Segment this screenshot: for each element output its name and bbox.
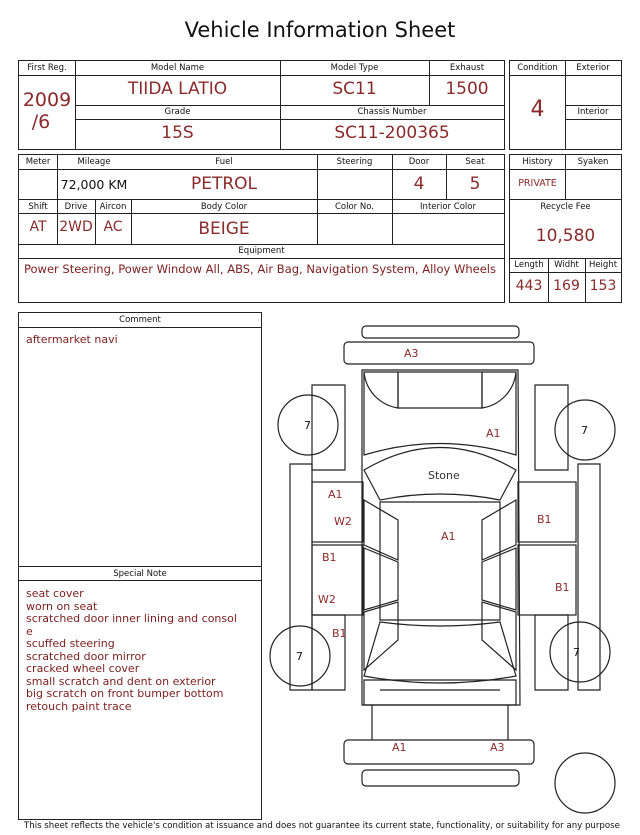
special-note-list <box>26 588 260 713</box>
equipment-label: Equipment <box>238 246 285 256</box>
grade-label: Grade <box>164 107 191 117</box>
door-value: 4 <box>413 174 425 194</box>
chassis-value: SC11-200365 <box>334 123 450 143</box>
trunk <box>364 680 516 705</box>
special-note-item: small scratch and dent on exterior <box>26 674 216 688</box>
shift-value: AT <box>29 219 47 235</box>
wheel-fr-mark: 7 <box>581 424 588 437</box>
right-sill <box>578 464 600 690</box>
grille <box>398 372 482 408</box>
rear-right-door <box>518 545 576 615</box>
comment-text: aftermarket navi <box>26 333 118 346</box>
first-reg-year: 2009 <box>22 89 72 111</box>
mileage-label: Mileage <box>77 157 111 167</box>
seat-value: 5 <box>469 174 481 194</box>
comment-panel <box>18 312 262 820</box>
history-value: PRIVATE <box>518 178 557 189</box>
drive-label: Drive <box>64 202 88 212</box>
door-label: Door <box>408 157 430 167</box>
recycle-fee-label: Recycle Fee <box>540 202 591 212</box>
mark-b1-right-bottom: B1 <box>555 581 570 594</box>
body-color-label: Body Color <box>200 202 248 212</box>
first-reg-month: /6 <box>31 111 51 133</box>
body-color-value: BEIGE <box>198 219 250 239</box>
syaken-label: Syaken <box>577 157 609 167</box>
mark-b1-right-top: B1 <box>537 513 552 526</box>
front-right-door <box>518 482 576 542</box>
equipment-value: Power Steering, Power Window All, ABS, Air Bag, Navigation System, Alloy Wheels <box>24 262 496 276</box>
special-note-item: scuffed steering <box>26 637 115 650</box>
rear-window <box>364 622 516 683</box>
interior-color-label: Interior Color <box>420 202 476 212</box>
right-front-window <box>482 500 516 560</box>
identity-block <box>18 60 505 150</box>
special-note-label: Special Note <box>113 569 167 579</box>
exhaust-label: Exhaust <box>449 63 485 73</box>
exhaust-value: 1500 <box>445 79 489 99</box>
length-value: 443 <box>515 278 543 294</box>
trunk-lines <box>372 690 508 740</box>
rear-bumper-bottom <box>362 770 519 786</box>
special-note-item: worn on seat <box>26 599 98 613</box>
aircon-value: AC <box>103 219 123 235</box>
chassis-label: Chassis Number <box>357 107 427 117</box>
front-right-fender <box>535 385 568 470</box>
disclaimer-footer: This sheet reflects the vehicle's condition at issuance and does not guarantee its current state, functionality, or suitability for any purpose <box>24 821 620 831</box>
length-label: Length <box>514 260 544 270</box>
mark-a1-left: A1 <box>328 488 343 501</box>
steering-label: Steering <box>336 157 373 167</box>
mark-b1-left-top: B1 <box>322 551 337 564</box>
recycle-fee-value: 10,580 <box>535 226 596 246</box>
left-front-window <box>364 500 398 560</box>
mileage-value: 72,000 KM <box>60 177 128 192</box>
comment-label: Comment <box>119 315 161 325</box>
mark-w2-left-top: W2 <box>334 515 352 528</box>
front-bumper-top <box>362 326 519 338</box>
color-no-label: Color No. <box>334 202 374 212</box>
car-damage-diagram <box>268 318 626 818</box>
height-value: 153 <box>589 278 617 294</box>
history-block <box>509 154 622 303</box>
fuel-label: Fuel <box>215 157 233 167</box>
headlight-right <box>482 372 516 408</box>
model-name-value: TIIDA LATIO <box>127 79 228 99</box>
aircon-label: Aircon <box>99 202 127 212</box>
condition-value: 4 <box>530 97 545 122</box>
model-type-value: SC11 <box>332 79 377 99</box>
wheel-fl-mark: 7 <box>304 419 311 432</box>
mark-a3-rear: A3 <box>490 741 505 754</box>
special-note-item: cracked wheel cover <box>26 662 140 675</box>
first-reg-label: First Reg. <box>27 63 67 73</box>
width-value: 169 <box>553 278 580 294</box>
rear-right-fender <box>535 615 568 690</box>
height-label: Height <box>588 260 618 270</box>
width-label: Widht <box>554 260 579 270</box>
mark-a1-rear: A1 <box>392 741 407 754</box>
exterior-label: Exterior <box>576 63 610 73</box>
drive-value: 2WD <box>59 219 93 235</box>
fuel-value: PETROL <box>190 174 258 194</box>
special-note-item: e <box>26 624 33 638</box>
sheet-title: Vehicle Information Sheet <box>184 18 456 42</box>
special-note-item: seat cover <box>26 587 84 600</box>
front-left-fender <box>312 385 345 470</box>
model-name-label: Model Name <box>150 63 205 73</box>
headlight-left <box>364 372 398 408</box>
spare-wheel <box>555 753 615 813</box>
front-bumper <box>344 342 534 364</box>
special-note-item: scratched door mirror <box>26 649 146 663</box>
condition-block <box>509 60 622 150</box>
mark-stone: Stone <box>428 469 460 482</box>
wheel-rear-right <box>550 622 610 682</box>
model-type-label: Model Type <box>330 63 379 73</box>
wheel-rr-mark: 7 <box>573 646 580 659</box>
mark-a1-roof: A1 <box>441 530 456 543</box>
hood <box>364 372 516 455</box>
mark-b1-left-bottom: B1 <box>332 627 347 640</box>
grade-value: 15S <box>161 123 194 143</box>
mark-a3-front: A3 <box>404 347 419 360</box>
rear-bumper <box>344 740 534 764</box>
special-note-item: big scratch on front bumper bottom <box>26 687 224 700</box>
history-label: History <box>522 157 553 167</box>
special-note-item: retouch paint trace <box>26 699 132 713</box>
shift-label: Shift <box>28 202 48 212</box>
meter-label: Meter <box>25 157 51 167</box>
wheel-rl-mark: 7 <box>296 650 303 663</box>
specs-block <box>18 154 505 303</box>
seat-label: Seat <box>465 157 485 167</box>
interior-label: Interior <box>577 107 609 117</box>
mark-a1-hood: A1 <box>486 427 501 440</box>
special-note-item: scratched door inner lining and consol <box>26 612 237 625</box>
condition-label: Condition <box>517 63 558 73</box>
mark-w2-left-bottom: W2 <box>318 593 336 606</box>
